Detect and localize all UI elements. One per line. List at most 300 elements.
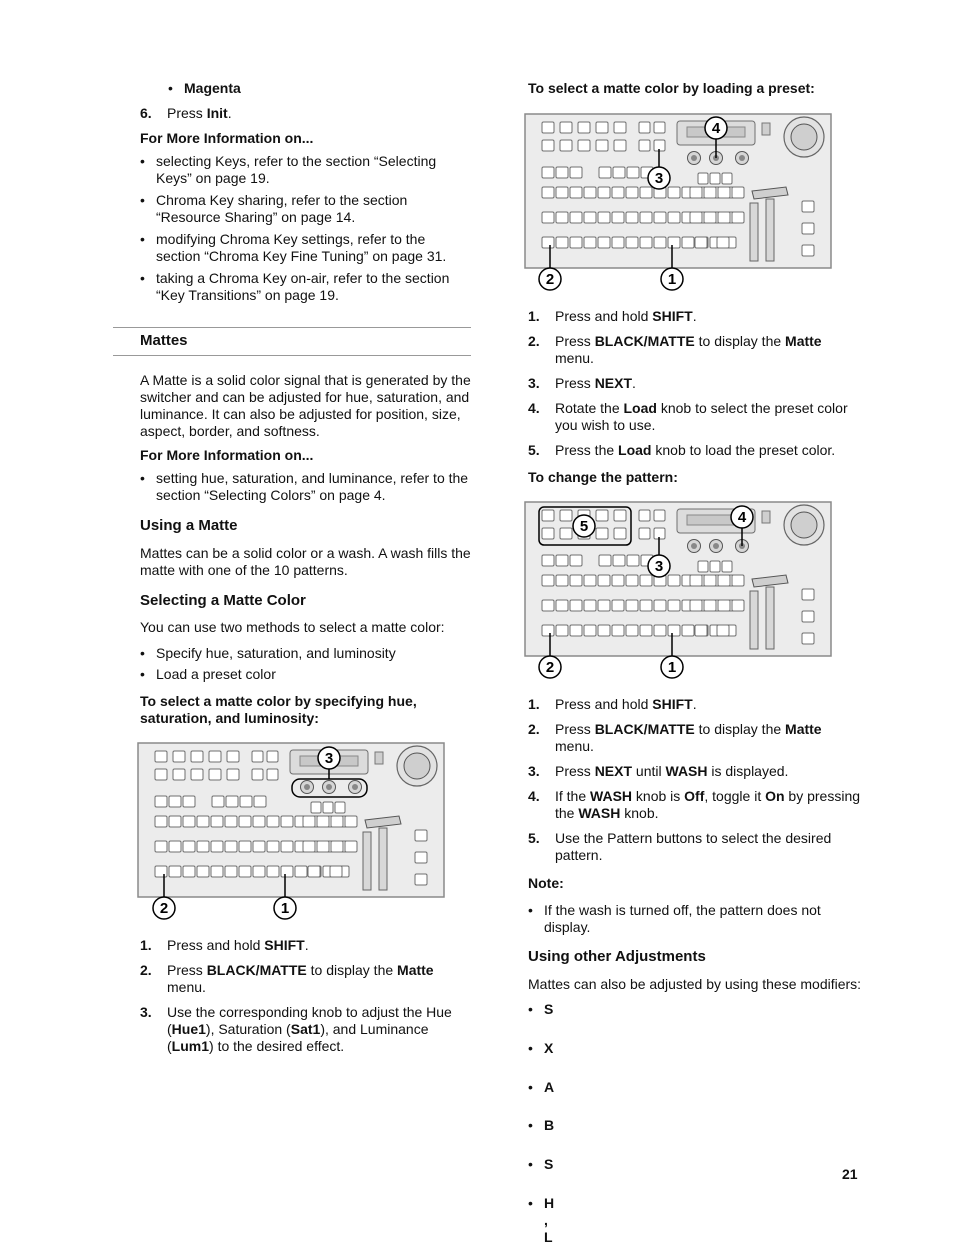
crosspoint-key (556, 237, 568, 248)
knob-cap (352, 784, 358, 790)
keyer-button (596, 140, 608, 151)
keyer-button (542, 510, 554, 521)
callout-number: 4 (737, 509, 747, 526)
crosspoint-key (331, 841, 343, 852)
crosspoint-key (570, 237, 582, 248)
keyer-button (155, 769, 167, 780)
text-run: ), and Luminance (320, 1021, 429, 1037)
row-key (613, 167, 625, 178)
other-adjustments-paragraph: Mattes can also be adjusted by using these modifiers: (528, 976, 862, 992)
text-line: Specify hue, saturation, and luminosity (156, 645, 396, 661)
row-key (627, 167, 639, 178)
keyer-button (578, 122, 590, 133)
note-title: Note: (528, 875, 564, 891)
step-text (555, 696, 697, 713)
crosspoint-key (598, 237, 610, 248)
aux-key (802, 633, 814, 644)
crosspoint-key (556, 212, 568, 223)
text-run: Press (555, 721, 595, 737)
text-line: modifying Chroma Key settings, refer to the (156, 231, 426, 247)
crosspoint-key (654, 237, 666, 248)
callout-number: 1 (667, 271, 677, 288)
keyer-button (227, 751, 239, 762)
keyer-button (542, 528, 554, 539)
crosspoint-key (239, 866, 251, 877)
crosspoint-key (308, 866, 320, 877)
panel-body (525, 114, 831, 268)
crosspoint-key (626, 575, 638, 586)
crosspoint-key (331, 816, 343, 827)
callout-number: 5 (579, 518, 589, 535)
other-adjustments-heading: Using other Adjustments (528, 948, 706, 965)
bullet-text (544, 1001, 553, 1018)
row-key (183, 796, 195, 807)
crosspoint-key (682, 237, 694, 248)
crosspoint-key (584, 625, 596, 636)
crosspoint-key (690, 187, 702, 198)
text-run: is displayed. (707, 763, 789, 779)
aux-key (802, 201, 814, 212)
bold-term: NEXT (594, 763, 633, 779)
crosspoint-key (584, 600, 596, 611)
keyer-button (596, 528, 608, 539)
aux-key (802, 589, 814, 600)
bullet-dot: • (140, 231, 145, 247)
bold-term: , (544, 1212, 548, 1228)
bullet-dot: • (140, 192, 145, 208)
keyer-button (191, 769, 203, 780)
crosspoint-key (211, 866, 223, 877)
joystick-inner (791, 124, 817, 150)
bullet-dot: • (528, 1078, 533, 1095)
bold-term: S (544, 1156, 554, 1173)
menu-button (654, 510, 665, 521)
crosspoint-key (626, 187, 638, 198)
crosspoint-key (654, 625, 666, 636)
text-run: . (304, 937, 309, 953)
bullet-dot: • (528, 1001, 533, 1017)
text-run: . (692, 308, 697, 324)
crosspoint-key (303, 816, 315, 827)
mini-button (710, 173, 720, 184)
callout-number: 1 (667, 659, 677, 676)
mini-button (698, 173, 708, 184)
text-line: section “Chroma Key Fine Tuning” on page 31. (156, 248, 447, 264)
crosspoint-key (239, 816, 251, 827)
bullet-text (156, 666, 276, 683)
text-line (555, 805, 860, 822)
text-run: Rotate the (555, 400, 624, 416)
step-number: 5. (528, 830, 540, 846)
text-line: “Resource Sharing” on page 14. (156, 209, 356, 225)
crosspoint-key (345, 816, 357, 827)
crosspoint-key (267, 866, 279, 877)
menu-button (639, 140, 650, 151)
callout-number: 3 (324, 750, 334, 767)
step-number: 1. (528, 696, 540, 712)
bullet-dot: • (528, 1039, 533, 1056)
callout-number: 4 (711, 120, 721, 137)
text-line (555, 763, 788, 780)
crosspoint-key (317, 841, 329, 852)
keyer-button (614, 510, 626, 521)
crosspoint-key (640, 575, 652, 586)
crosspoint-key (732, 575, 744, 586)
crosspoint-key (556, 625, 568, 636)
procedure-3-title: To change the pattern: (528, 469, 678, 485)
keyer-button (191, 751, 203, 762)
lock-key (375, 752, 383, 764)
aux-key (802, 223, 814, 234)
crosspoint-key (690, 212, 702, 223)
bold-term: SHIFT (264, 937, 305, 953)
text-line: Chroma Key sharing, refer to the section (156, 192, 408, 208)
text-run: knob is (632, 788, 685, 804)
keyer-button (614, 140, 626, 151)
crosspoint-key (556, 187, 568, 198)
crosspoint-key (717, 625, 729, 636)
menu-button (639, 528, 650, 539)
crosspoint-key (542, 600, 554, 611)
crosspoint-key (668, 237, 680, 248)
crosspoint-key (654, 600, 666, 611)
crosspoint-key (640, 237, 652, 248)
mini-button (710, 561, 720, 572)
row-key (556, 555, 568, 566)
step-text (555, 788, 860, 822)
joystick-inner (791, 512, 817, 538)
text-line (167, 937, 309, 954)
text-line (544, 1195, 554, 1212)
row-key (556, 167, 568, 178)
aux-key (415, 852, 427, 863)
knob-cap (739, 155, 745, 161)
mini-button (722, 173, 732, 184)
crosspoint-key (704, 575, 716, 586)
aux-key (415, 874, 427, 885)
text-run: ), Saturation ( (205, 1021, 291, 1037)
using-matte-heading: Using a Matte (140, 517, 238, 534)
crosspoint-key (612, 625, 624, 636)
step-text (555, 830, 831, 864)
crosspoint-key (612, 187, 624, 198)
crosspoint-key (570, 212, 582, 223)
crosspoint-key (317, 816, 329, 827)
crosspoint-key (640, 212, 652, 223)
text-line: To select a matte color by specifying hue, (140, 693, 417, 709)
crosspoint-key (295, 866, 307, 877)
crosspoint-key (695, 237, 707, 248)
step-number: 1. (140, 937, 152, 953)
text-line (555, 350, 822, 367)
bold-term: Load (618, 442, 652, 458)
switcher-panel-diagram (524, 113, 834, 293)
crosspoint-key (668, 625, 680, 636)
text-line (167, 962, 434, 979)
bullet-text (544, 1195, 554, 1246)
text-run: . (692, 696, 697, 712)
text-line (555, 788, 860, 805)
menu-button (252, 769, 263, 780)
step-text (555, 442, 835, 459)
menu-button (639, 122, 650, 133)
text-run: ) to the desired effect. (209, 1038, 345, 1054)
switcher-panel-diagram (524, 501, 834, 681)
step-number: 3. (528, 763, 540, 779)
step-text (555, 763, 788, 780)
bullet-dot: • (140, 470, 145, 486)
bold-term: H (544, 1195, 555, 1211)
bold-term: WASH (590, 788, 633, 804)
text-line (167, 979, 434, 996)
keyer-button (560, 140, 572, 151)
keyer-button (596, 510, 608, 521)
bold-term: Matte (397, 962, 434, 978)
bullet-dot: • (528, 1156, 533, 1173)
callout-number: 3 (654, 170, 664, 187)
crosspoint-key (225, 816, 237, 827)
row-key (226, 796, 238, 807)
crosspoint-key (690, 600, 702, 611)
text-run: by pressing (784, 788, 861, 804)
mini-button (311, 802, 321, 813)
text-line (167, 1021, 452, 1038)
row-key (599, 167, 611, 178)
bold-term: BLACK/MATTE (206, 962, 307, 978)
crosspoint-key (281, 816, 293, 827)
text-line: section “Selecting Colors” on page 4. (156, 487, 386, 503)
row-key (627, 555, 639, 566)
joystick-inner (404, 753, 430, 779)
crosspoint-key (253, 816, 265, 827)
step-number: 2. (140, 962, 152, 978)
crosspoint-key (584, 575, 596, 586)
crosspoint-key (556, 600, 568, 611)
text-line: A Matte is a solid color signal that is generated by the (140, 372, 471, 388)
knob-cap (304, 784, 310, 790)
keyer-button (560, 510, 572, 521)
section-rule-bottom (113, 355, 471, 356)
crosspoint-key (704, 600, 716, 611)
crosspoint-key (598, 600, 610, 611)
text-line (555, 333, 822, 350)
crosspoint-key (718, 212, 730, 223)
bullet-dot: • (140, 270, 145, 286)
crosspoint-key (626, 212, 638, 223)
crosspoint-key (612, 575, 624, 586)
text-run: menu. (167, 979, 206, 995)
text-line (544, 1212, 554, 1229)
crosspoint-key (155, 841, 167, 852)
knob-cap (691, 543, 697, 549)
crosspoint-key (704, 212, 716, 223)
bold-term: WASH (578, 805, 621, 821)
text-line: matte with one of the 10 patterns. (140, 562, 348, 578)
text-line: aspect, border, and softness. (140, 423, 320, 439)
crosspoint-key (612, 237, 624, 248)
crosspoint-key (183, 866, 195, 877)
crosspoint-key (169, 841, 181, 852)
row-key (570, 167, 582, 178)
panel-body (138, 743, 444, 897)
text-run: . (632, 375, 636, 391)
crosspoint-key (345, 841, 357, 852)
crosspoint-key (584, 212, 596, 223)
callout-number: 3 (654, 558, 664, 575)
step-number: 4. (528, 400, 540, 416)
bullet-text: Magenta (184, 80, 241, 96)
text-run: knob to select the preset color (656, 400, 848, 416)
step-text (167, 1004, 452, 1055)
row-key (155, 796, 167, 807)
text-line (167, 1004, 452, 1021)
more-info-heading-2: For More Information on... (140, 447, 314, 463)
text-line (555, 830, 831, 847)
crosspoint-key (211, 841, 223, 852)
crosspoint-key (612, 212, 624, 223)
crosspoint-key (267, 816, 279, 827)
text-run: knob. (620, 805, 659, 821)
text-run: Use the Pattern buttons to select the desired (555, 830, 832, 846)
crosspoint-key (542, 187, 554, 198)
menu-button (639, 510, 650, 521)
text-run: you wish to use. (555, 417, 656, 433)
crosspoint-key (169, 866, 181, 877)
text-run: Press (555, 763, 595, 779)
text-run: Use the corresponding knob to adjust the Hue (167, 1004, 452, 1020)
bullet-text (544, 902, 821, 936)
text-line (544, 1079, 554, 1096)
crosspoint-key (732, 187, 744, 198)
crosspoint-key (732, 600, 744, 611)
text-line (555, 442, 835, 459)
keyer-button (209, 751, 221, 762)
crosspoint-key (253, 866, 265, 877)
text-run: knob to load the preset color. (651, 442, 836, 458)
bold-term: Matte (785, 333, 822, 349)
crosspoint-key (690, 575, 702, 586)
bullet-dot: • (528, 1117, 533, 1134)
crosspoint-key (682, 625, 694, 636)
bold-term: Matte (785, 721, 822, 737)
row-key (169, 796, 181, 807)
bullet-dot: • (140, 666, 145, 682)
text-line (555, 308, 697, 325)
row-key (212, 796, 224, 807)
bullet-dot: • (528, 902, 533, 918)
text-run: Press and hold (555, 308, 653, 324)
crosspoint-key (654, 212, 666, 223)
keyer-button (596, 122, 608, 133)
lock-key (762, 123, 770, 135)
text-run: , toggle it (704, 788, 766, 804)
crosspoint-key (584, 237, 596, 248)
step-text (555, 333, 822, 367)
text-line: luminance. It can also be adjusted for position, size, (140, 406, 461, 422)
bold-term: SHIFT (652, 308, 693, 324)
crosspoint-key (542, 237, 554, 248)
text-line (544, 1001, 553, 1018)
text-line: display. (544, 919, 591, 935)
step-number: 5. (528, 442, 540, 458)
knob-cap (713, 543, 719, 549)
step-number: 3. (140, 1004, 152, 1020)
text-run: Press the (555, 442, 619, 458)
bullet-text (544, 1156, 553, 1173)
keyer-button (560, 528, 572, 539)
bold-term: SHIFT (652, 696, 693, 712)
procedure-2-title: To select a matte color by loading a preset: (528, 80, 815, 96)
knob-cap (326, 784, 332, 790)
crosspoint-key (225, 866, 237, 877)
text-line (555, 417, 848, 434)
bold-term: On (765, 788, 785, 804)
bold-term: NEXT (594, 375, 633, 391)
fader-track (379, 828, 387, 890)
text-line: saturation, and luminosity: (140, 710, 319, 726)
bold-term: Hue1 (171, 1021, 206, 1037)
bold-term: A (544, 1078, 555, 1095)
crosspoint-key (542, 625, 554, 636)
crosspoint-key (584, 187, 596, 198)
crosspoint-key (183, 841, 195, 852)
menu-button (267, 751, 278, 762)
crosspoint-key (155, 816, 167, 827)
crosspoint-key (183, 816, 195, 827)
bullet-text (544, 1117, 554, 1134)
page-number: 21 (842, 1166, 858, 1182)
keyer-button (560, 122, 572, 133)
mini-button (698, 561, 708, 572)
bullet-text (156, 645, 396, 662)
crosspoint-key (225, 841, 237, 852)
row-key (254, 796, 266, 807)
crosspoint-key (668, 600, 680, 611)
keyer-button (542, 140, 554, 151)
crosspoint-key (640, 187, 652, 198)
keyer-button (173, 751, 185, 762)
row-key (613, 555, 625, 566)
keyer-button (209, 769, 221, 780)
step-number: 1. (528, 308, 540, 324)
text-run: menu. (555, 738, 594, 754)
menu-button (267, 769, 278, 780)
text-line (555, 721, 822, 738)
fader-track (766, 199, 774, 261)
callout-number: 2 (545, 271, 555, 288)
bullet-dot: • (140, 645, 145, 661)
text-run: Press and hold (167, 937, 265, 953)
text-run: If the (555, 788, 591, 804)
crosspoint-key (668, 187, 680, 198)
bold-term: WASH (665, 763, 708, 779)
knob-cap (691, 155, 697, 161)
menu-button (252, 751, 263, 762)
crosspoint-key (626, 237, 638, 248)
text-run: Press and hold (555, 696, 653, 712)
crosspoint-key (626, 600, 638, 611)
crosspoint-key (570, 625, 582, 636)
crosspoint-key (211, 816, 223, 827)
step-text (555, 400, 848, 434)
selecting-heading: Selecting a Matte Color (140, 592, 306, 609)
switcher-panel-diagram (137, 742, 447, 922)
bullet-text (156, 153, 436, 187)
keyer-button (155, 751, 167, 762)
crosspoint-key (640, 625, 652, 636)
crosspoint-key (704, 187, 716, 198)
text-run: until (632, 763, 666, 779)
